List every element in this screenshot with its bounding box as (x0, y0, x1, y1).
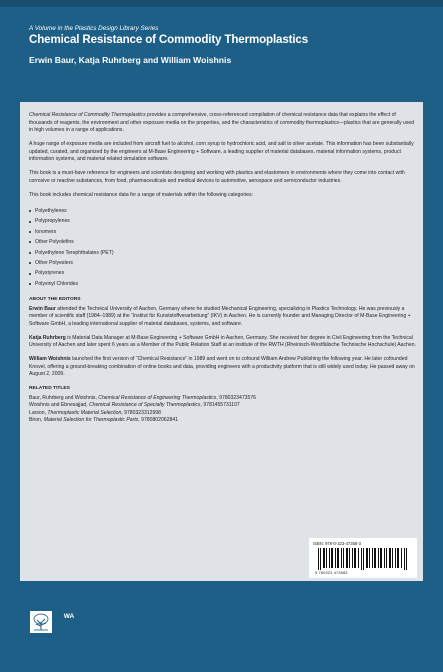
related-isbn: , 9780802062841 (138, 417, 178, 424)
barcode-number: 9 780323 473583 (315, 571, 348, 575)
list-item: Polypropylenes (29, 216, 417, 226)
editor-bio (29, 356, 417, 379)
intro-paragraph (29, 112, 417, 135)
list-item: Other Polyesters (29, 258, 417, 268)
elsevier-label: ELSEVIER (28, 634, 48, 638)
list-item: Polystyrenes (29, 268, 417, 278)
related-author: Biron, (29, 417, 44, 424)
publisher-name-line2: Andrew (81, 620, 120, 632)
publisher-name-line1: William (81, 609, 118, 621)
related-isbn: , 9780323312998 (121, 409, 161, 416)
barcode-bars-icon (318, 548, 408, 570)
related-book-title: Chemical Resistance of Engineering Thermoplastics (98, 394, 217, 401)
related-book-title: Thermoplastic Material Selection (47, 409, 122, 416)
list-item: Polyethylene Terephthalates (PET) (29, 248, 417, 258)
related-titles-list (29, 395, 417, 425)
related-titles-heading: RELATED TITLES (29, 386, 70, 392)
paragraph-categories: This book includes chemical resistance data for a range of materials within the following categories: (29, 191, 253, 198)
editor-name: Erwin Baur (29, 305, 56, 312)
header (29, 25, 424, 66)
category-list (29, 206, 417, 289)
book-title: Chemical Resistance of Commodity Thermoplastics (29, 33, 309, 46)
related-author: Larson, (29, 409, 48, 416)
top-strip (0, 0, 443, 7)
related-title (29, 417, 417, 425)
related-title (29, 402, 417, 410)
related-isbn: , 9781455731107 (200, 402, 240, 409)
intro-text: provides a comprehensive, cross-referenced compilation of chemical resistance data that explains the effect of thousands of reagents, the environment and other exposure media on the properties, and the characteristics of commodity thermoplastics—plastics that are generally used in high volumes in a range of applications. (29, 112, 415, 133)
text-panel (20, 102, 423, 646)
editor-name: Katja Ruhrberg (29, 334, 66, 341)
series-line: A Volume in the Plastics Design Library Series (29, 25, 159, 32)
related-title (29, 395, 417, 403)
isbn-label: ISBN: 978-0-323-47358-3 (313, 541, 361, 546)
editor-bio (29, 306, 417, 329)
list-item: Polyvinyl Chlorides (29, 279, 417, 289)
about-editors-heading: ABOUT THE EDITORS (29, 297, 81, 303)
related-book-title: Chemical Resistance of Specialty Thermoplastics (88, 402, 201, 409)
editor-text: is Material Data Manager at M-Base Engineering + Software GmbH in Aachen, Germany. She received her degree in Civil Engineering from the Technical University of Aachen and later spent 6 years as a Member of the Public Relation Staff at an institute of the RWTH (Rheinisch-Westfälische Technische Hochschule) Aachen. (29, 334, 416, 349)
related-title (29, 410, 417, 418)
paragraph-reference: This book is a must-have reference for engineers and scientists designing and working with plastics and elastomers in environments where they come into contact with corrosive or reactive substances, from food, pharmaceuticals and medical devices to automotive, aerospace and semiconductor industries. (29, 170, 405, 184)
publisher-logos (29, 610, 229, 672)
publisher-subtitle: Applied Science Publishers (81, 634, 142, 640)
intro-title: Chemical Resistance of Commodity Thermoplastics (29, 112, 146, 118)
related-author: Woishnis and Ebnesajjad, (29, 402, 89, 409)
related-book-title: Material Selection for Thermoplastic Parts (43, 417, 139, 424)
editor-text: launched the first version of “Chemical Resistance” in 1989 and went on to cofound William Andrew Publishing the following year. He later cofounded Knovel, offering a ground-breaking combination of online books and data, providing engineers with a productivity platform that is still widely used today. He passed away on August 2, 2009. (29, 356, 415, 378)
list-item: Polyethylenes (29, 206, 417, 216)
list-item: Ionomers (29, 227, 417, 237)
elsevier-tree-icon (29, 610, 53, 634)
related-author: Baur, Ruhrberg and Woishnis, (29, 394, 99, 401)
publisher-name (81, 610, 120, 632)
authors: Erwin Baur, Katja Ruhrberg and William Woishnis (29, 55, 232, 65)
editor-name: William Woishnis (29, 356, 71, 363)
paragraph-exposure: A huge range of exposure media are included from aircraft fuel to alcohol, corn syrup to hydrochloric acid, and salt to silver acetate. This information has been substantially updated, curated, and organized by the engineers at M-Base Engineering + Software, a leading supplier of material databases, material information systems, product information systems, and material related simulation software. (29, 141, 414, 163)
list-item: Other Polyolefins (29, 237, 417, 247)
william-andrew-mark-icon: WA (62, 612, 76, 632)
elsevier-url: elsevier.com (61, 641, 84, 646)
barcode (309, 538, 417, 578)
related-isbn: , 9780323473576 (216, 394, 257, 401)
panel-body (29, 112, 417, 425)
editor-bio (29, 335, 417, 350)
editor-text: attended the Technical University of Aachen, Germany where he studied Mechanical Engineering, specializing in Plastics Technology. He was previously a member of scientific staff (1984–1989) at the “Institut für Kunststoffverarbeitung” (IKV) in Aachen. He is currently founder and Managing Director of M-Base Engineering + Software GmbH, a leading international supplier of material databases, systems, and software. (29, 305, 411, 327)
